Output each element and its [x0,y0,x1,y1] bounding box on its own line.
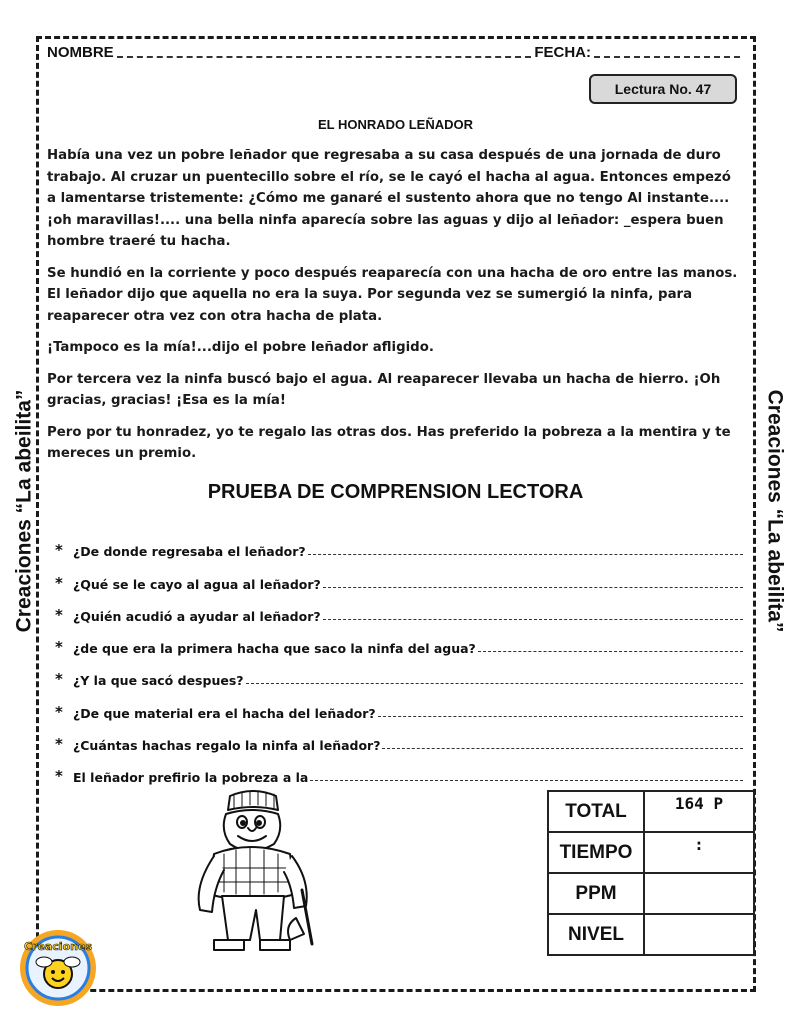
question-text: ¿Y la que sacó despues? [73,673,244,689]
question-text: ¿De que material era el hacha del leñador? [73,705,376,721]
question-text: ¿Quién acudió a ayudar al leñador? [73,608,321,624]
question-item [55,527,743,559]
score-label: TIEMPO [548,832,644,873]
answer-line[interactable] [378,716,743,717]
date-field[interactable] [594,44,740,58]
score-row [548,873,754,914]
asterisk-icon: * [55,541,63,560]
bee-logo [18,928,98,1008]
asterisk-icon: * [55,702,63,721]
score-value[interactable]: : [644,832,754,873]
score-row [548,791,754,832]
story-paragraph: Por tercera vez la ninfa buscó bajo el agua. Al reaparecer llevaba un hacha de hierro. ¡Oh gracias, gracias! ¡Esa es la mía! [47,371,721,408]
name-label: NOMBRE [47,44,114,61]
question-list [55,527,743,785]
answer-line[interactable] [382,748,743,749]
asterisk-icon: * [55,605,63,624]
question-text: ¿Qué se le cayo al agua al leñador? [73,576,321,592]
quiz-title: PRUEBA DE COMPRENSION LECTORA [207,481,584,503]
score-value[interactable] [644,873,754,914]
logo-text: Creaciones [23,940,93,953]
question-item [55,592,743,624]
question-text: ¿Cuántas hachas regalo la ninfa al leñador? [73,738,381,754]
score-table [547,790,755,956]
question-text: ¿De donde regresaba el leñador? [73,544,306,560]
lectura-badge: Lectura No. 47 [589,74,737,104]
answer-line[interactable] [308,554,743,555]
side-caption-left: Creaciones “La abeilita” [12,389,36,633]
asterisk-icon: * [55,735,63,754]
score-label: PPM [548,873,644,914]
side-caption-right: Creaciones “La abeilita” [763,389,787,633]
story-paragraph: Se hundió en la corriente y poco después reaparecía con una hacha de oro entre las manos. El leñador dijo que aquella no era la suya. Por segunda vez se sumergió la ninfa, para reaparecer otra vez con otra hacha de plata. [47,265,738,324]
question-item [55,559,743,591]
question-item [55,688,743,720]
story-paragraph: ¡Tampoco es la mía!...dijo el pobre leñador afligido. [47,340,434,355]
question-item [55,656,743,688]
question-text: ¿de que era la primera hacha que saco la ninfa del agua? [73,641,476,657]
header-fields [47,44,743,61]
score-value[interactable] [644,914,754,955]
name-field[interactable] [117,44,532,58]
story-text [47,145,739,475]
story-title: EL HONRADO LEÑADOR [317,117,474,132]
date-label: FECHA: [534,44,591,61]
answer-line[interactable] [323,619,743,620]
score-row [548,832,754,873]
answer-line[interactable] [310,780,743,781]
score-label: TOTAL [548,791,644,832]
score-row [548,914,754,955]
story-paragraph: Había una vez un pobre leñador que regresaba a su casa después de una jornada de duro trabajo. Al cruzar un puentecillo sobre el río, se le cayó el hacha al agua. Entonces empezó a lamentarse tristemente: ¿Cómo me ganaré el sustento ahora que no tengo Al instante....¡oh maravillas!.... una bella ninfa aparecía sobre las aguas y dijo al leñador: _espera buen hombre traeré tu hacha. [47,148,731,249]
answer-line[interactable] [246,683,743,684]
question-item [55,624,743,656]
question-item [55,753,743,785]
lumberjack-illustration [178,790,328,960]
asterisk-icon: * [55,573,63,592]
asterisk-icon: * [55,670,63,689]
answer-line[interactable] [478,651,743,652]
question-text: El leñador prefirio la pobreza a la [73,770,309,786]
asterisk-icon: * [55,638,63,657]
answer-line[interactable] [323,587,743,588]
story-paragraph: Pero por tu honradez, yo te regalo las otras dos. Has preferido la pobreza a la mentira y te mereces un premio. [47,424,731,461]
score-label: NIVEL [548,914,644,955]
asterisk-icon: * [55,767,63,786]
score-value[interactable]: 164 P [644,791,754,832]
question-item [55,721,743,753]
